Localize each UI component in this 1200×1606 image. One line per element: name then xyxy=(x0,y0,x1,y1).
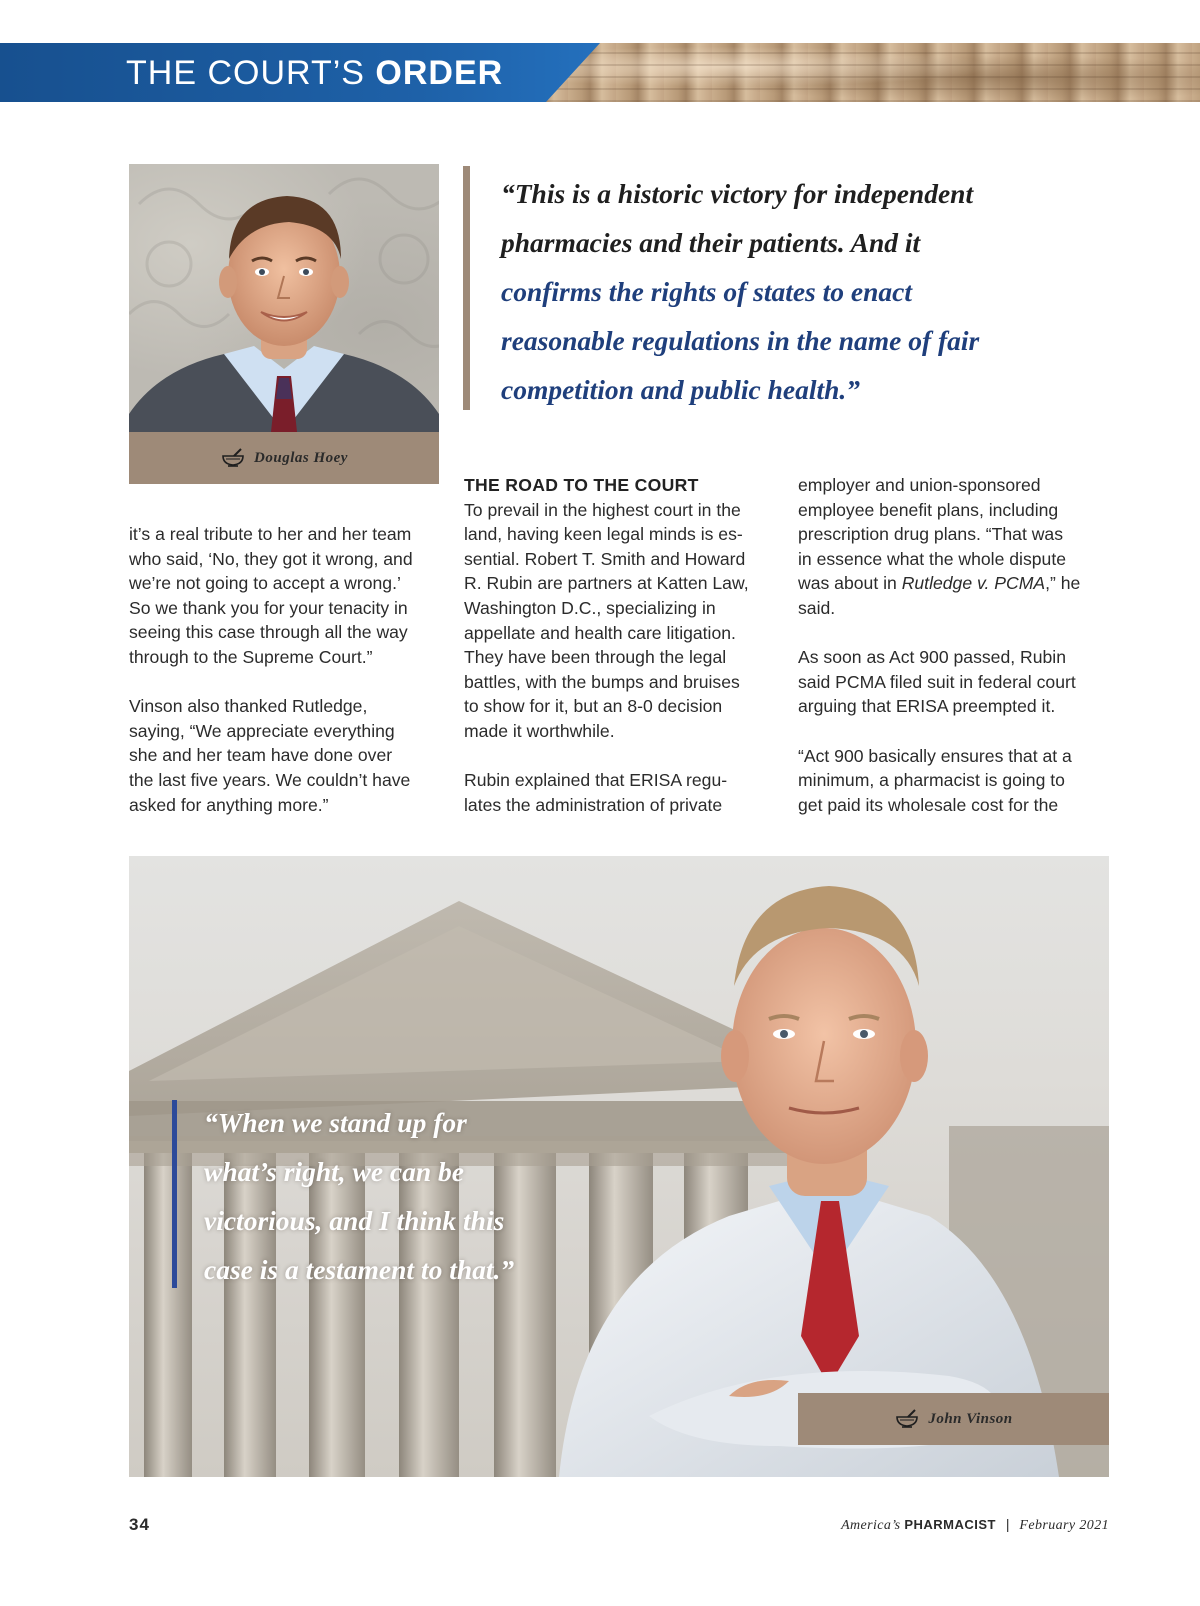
text-line: asked for anything more.” xyxy=(129,794,329,815)
photo-quote-text xyxy=(204,1098,674,1294)
section-title-bold: ORDER xyxy=(375,54,504,92)
paragraph xyxy=(798,744,1113,818)
mortar-pestle-icon xyxy=(894,1408,920,1430)
pull-quote xyxy=(463,166,1103,410)
photo-quote-line: victorious, and I think this xyxy=(204,1205,505,1236)
text-line: battles, with the bumps and bruises xyxy=(464,671,740,692)
section-heading: THE ROAD TO THE COURT xyxy=(464,475,699,495)
footer-separator: | xyxy=(1005,1516,1010,1532)
text-line: the last five years. We couldn’t have xyxy=(129,769,411,790)
text-line: saying, “We appreciate everything xyxy=(129,720,395,741)
text-line: So we thank you for your tenacity in xyxy=(129,597,408,618)
text-line: sential. Robert T. Smith and Howard xyxy=(464,548,746,569)
text-run: was about in xyxy=(798,573,902,594)
publication-name-bold: PHARMACIST xyxy=(904,1517,996,1532)
pull-quote-line: reasonable regulations in the name of fair xyxy=(501,325,980,356)
douglas-hoey-caption xyxy=(129,432,439,484)
caption-name: Douglas Hoey xyxy=(254,449,348,466)
text-line: arguing that ERISA preempted it. xyxy=(798,696,1056,717)
text-line: said. xyxy=(798,597,836,618)
banner-stone-image xyxy=(520,43,1200,102)
section-title-light: THE COURT’S xyxy=(126,54,365,92)
section-title xyxy=(126,53,503,93)
text-run: ,” he xyxy=(1045,573,1081,594)
text-line: appellate and health care litigation. xyxy=(464,622,736,643)
text-line: in essence what the whole dispute xyxy=(798,548,1066,569)
text-line: it’s a real tribute to her and her team xyxy=(129,524,412,544)
douglas-hoey-photo xyxy=(129,164,439,432)
text-line: “Act 900 basically ensures that at a xyxy=(798,745,1072,766)
pull-quote-text xyxy=(501,169,1101,414)
pull-quote-line: “This is a historic victory for independent xyxy=(501,178,974,209)
paragraph xyxy=(129,522,444,670)
photo-quote-line: what’s right, we can be xyxy=(204,1156,465,1187)
paragraph xyxy=(798,645,1113,719)
text-line: employer and union-sponsored xyxy=(798,475,1041,495)
body-column-1 xyxy=(129,522,444,817)
photo-quote-line: “When we stand up for xyxy=(204,1107,467,1138)
photo-quote-line: case is a testament to that.” xyxy=(204,1254,515,1285)
text-line: who said, ‘No, they got it wrong, and xyxy=(129,548,413,569)
text-line: minimum, a pharmacist is going to xyxy=(798,770,1065,791)
page-number: 34 xyxy=(129,1515,150,1534)
photo-quote-bar xyxy=(172,1100,177,1288)
publication-footer xyxy=(841,1516,1109,1534)
paragraph xyxy=(464,768,780,817)
mortar-pestle-icon xyxy=(220,447,246,469)
paragraph xyxy=(464,498,780,744)
text-line: land, having keen legal minds is es- xyxy=(464,524,743,545)
text-line: said PCMA filed suit in federal court xyxy=(798,671,1076,692)
john-vinson-caption xyxy=(798,1393,1109,1445)
caption-name: John Vinson xyxy=(928,1410,1013,1427)
text-line: R. Rubin are partners at Katten Law, xyxy=(464,573,749,594)
text-line: to show for it, but an 8-0 decision xyxy=(464,696,723,717)
text-line: we’re not going to accept a wrong.’ xyxy=(129,573,401,594)
text-line: Vinson also thanked Rutledge, xyxy=(129,696,368,717)
section-banner xyxy=(0,43,1200,102)
paragraph xyxy=(798,473,1113,621)
text-line: As soon as Act 900 passed, Rubin xyxy=(798,647,1066,668)
body-column-2 xyxy=(464,473,780,817)
paragraph xyxy=(129,694,444,817)
text-line: Rubin explained that ERISA regu- xyxy=(464,770,728,791)
text-line: lates the administration of private xyxy=(464,794,723,815)
text-line: employee benefit plans, including xyxy=(798,499,1059,520)
case-name: Rutledge v. PCMA xyxy=(901,573,1046,594)
publication-name-italic: America’s xyxy=(841,1518,901,1533)
body-column-3 xyxy=(798,473,1113,817)
text-line: she and her team have done over xyxy=(129,745,393,766)
issue-date: February 2021 xyxy=(1019,1518,1109,1533)
text-line: seeing this case through all the way xyxy=(129,622,408,643)
text-line: made it worthwhile. xyxy=(464,720,615,741)
text-line: prescription drug plans. “That was xyxy=(798,524,1064,545)
text-line: To prevail in the highest court in the xyxy=(464,499,741,520)
text-line: They have been through the legal xyxy=(464,647,727,668)
text-line: through to the Supreme Court.” xyxy=(129,646,373,667)
pull-quote-line: pharmacies and their patients. And it xyxy=(501,227,921,258)
text-line: get paid its wholesale cost for the xyxy=(798,794,1059,815)
pull-quote-line: competition and public health.” xyxy=(501,374,861,405)
pull-quote-line: confirms the rights of states to enact xyxy=(501,276,912,307)
text-line xyxy=(798,571,1113,596)
text-line: Washington D.C., specializing in xyxy=(464,597,716,618)
